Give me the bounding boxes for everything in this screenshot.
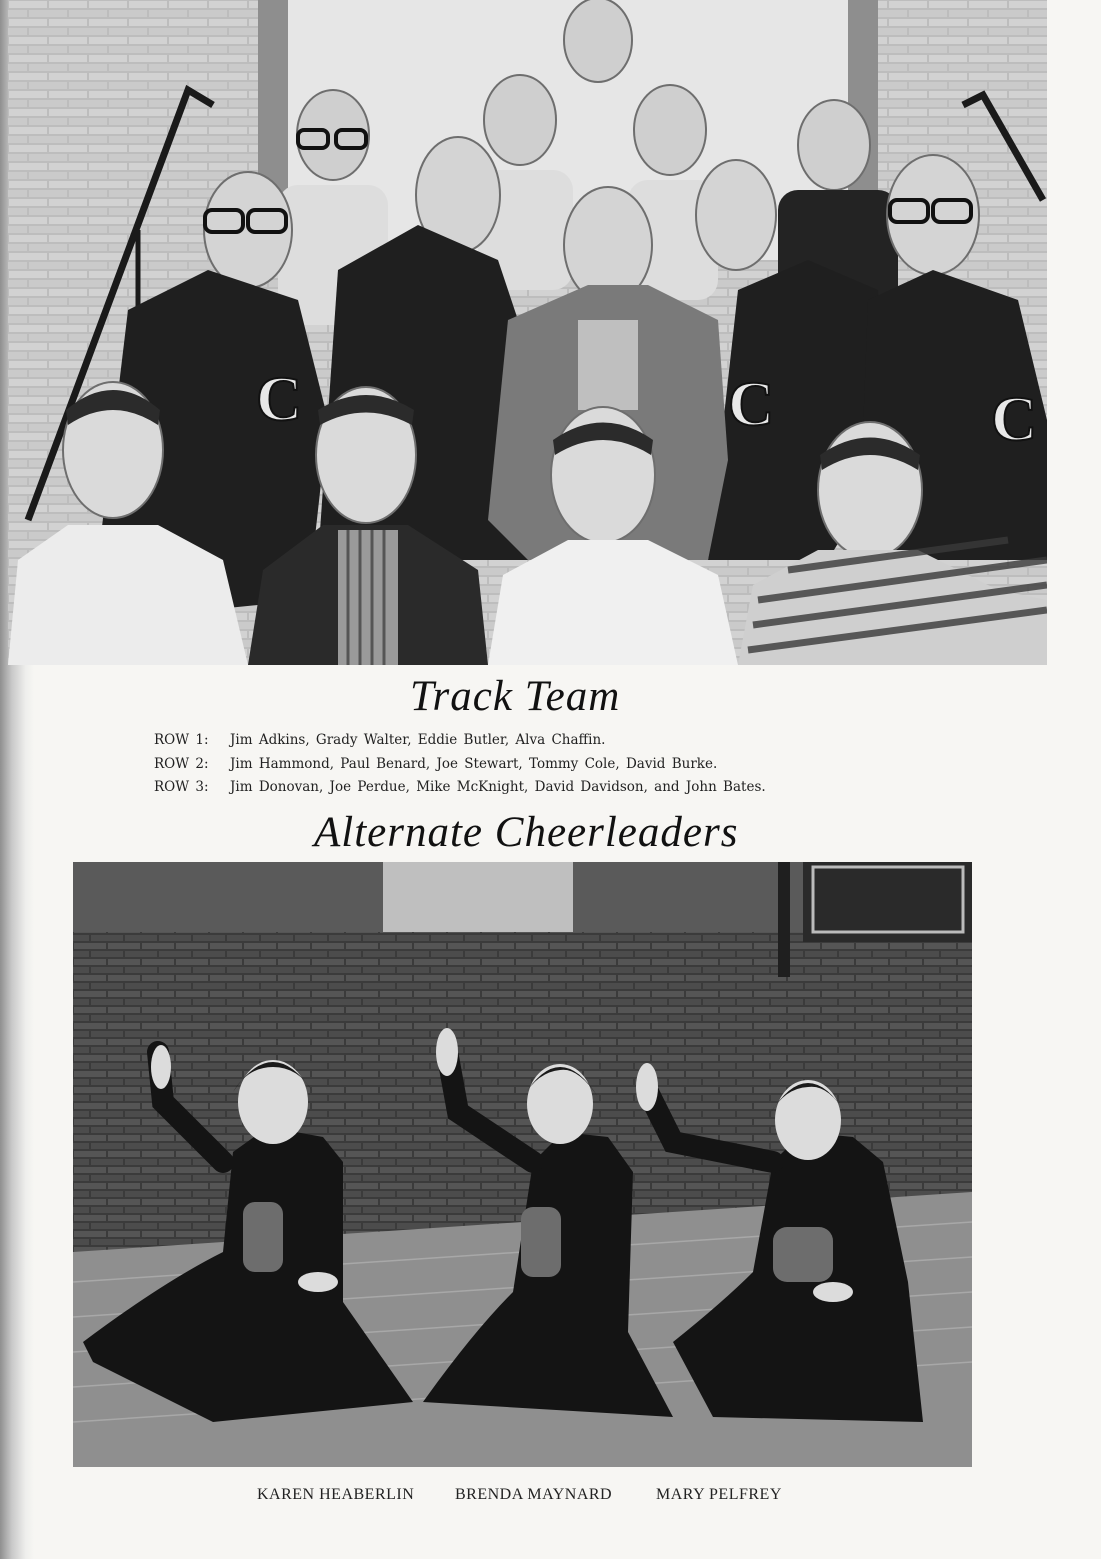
sweater-letter: C: [256, 363, 303, 434]
roster-row-3: [154, 776, 766, 800]
cheerleaders-photo: [73, 862, 972, 1467]
row-names: Jim Adkins, Grady Walter, Eddie Butler, Alva Chaffin.: [230, 732, 606, 748]
cheerleader-name: KAREN HEABERLIN: [257, 1486, 415, 1503]
row-names: Jim Donovan, Joe Perdue, Mike McKnight, David Davidson, and John Bates.: [230, 779, 766, 795]
cheerleaders-title: Alternate Cheerleaders: [314, 809, 739, 856]
row-label: ROW 2:: [154, 755, 209, 772]
row-label: ROW 1:: [154, 732, 209, 748]
row-names: Jim Hammond, Paul Benard, Joe Stewart, Tommy Cole, David Burke.: [230, 755, 718, 772]
cheerleader-name: MARY PELFREY: [656, 1486, 782, 1503]
row-label: ROW 3:: [154, 779, 209, 795]
cheerleaders-photo-illustration: [73, 862, 972, 1467]
roster-row-2: [154, 753, 766, 777]
cheerleader-name: BRENDA MAYNARD: [455, 1486, 613, 1503]
sweater-letter: C: [728, 368, 775, 439]
track-team-photo: [8, 0, 1047, 665]
track-team-roster: [154, 729, 766, 800]
track-team-title: Track Team: [410, 673, 621, 720]
sweater-letter: C: [991, 383, 1038, 454]
track-team-photo-illustration: [8, 0, 1047, 665]
roster-row-1: [154, 729, 766, 753]
